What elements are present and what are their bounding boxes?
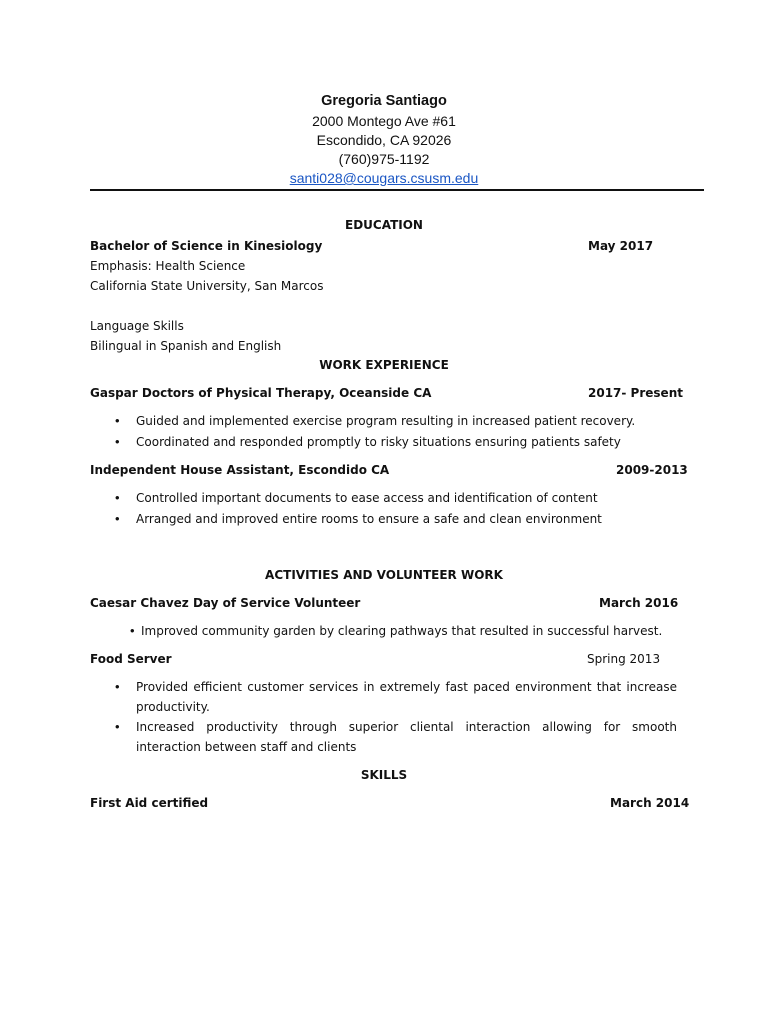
- education-heading: EDUCATION: [345, 218, 423, 232]
- job-dates: 2009-2013: [616, 463, 688, 477]
- degree-date: May 2017: [588, 239, 654, 253]
- job-bullet: Controlled important documents to ease access and identification of content: [136, 491, 598, 505]
- header-divider: [90, 189, 704, 191]
- email-link[interactable]: santi028@cougars.csusm.edu: [289, 170, 479, 186]
- activity-bullet: Provided efficient customer services in extremely fast paced environment that increase productivity.: [136, 680, 677, 714]
- job-employer: Independent House Assistant, Escondido CA: [90, 463, 390, 477]
- bullet-icon: •: [115, 679, 120, 694]
- job-bullet: Coordinated and responded promptly to risky situations ensuring patients safety: [136, 435, 621, 449]
- bullet-icon: •: [115, 413, 120, 428]
- work-experience-heading: WORK EXPERIENCE: [319, 358, 449, 372]
- activities-heading: ACTIVITIES AND VOLUNTEER WORK: [265, 568, 503, 582]
- address-line-2: Escondido, CA 92026: [316, 132, 452, 148]
- skill-date: March 2014: [610, 796, 690, 810]
- school-name: California State University, San Marcos: [90, 279, 324, 293]
- language-skills-detail: Bilingual in Spanish and English: [90, 339, 282, 353]
- language-skills-heading: Language Skills: [90, 319, 184, 333]
- job-employer: Gaspar Doctors of Physical Therapy, Oceanside CA: [90, 386, 432, 400]
- bullet-icon: •: [115, 434, 120, 449]
- activity-dates: Spring 2013: [587, 652, 661, 666]
- job-bullet: Arranged and improved entire rooms to ensure a safe and clean environment: [136, 512, 602, 526]
- job-dates: 2017- Present: [588, 386, 683, 400]
- activity-bullet: Improved community garden by clearing pathways that resulted in successful harvest.: [141, 624, 663, 638]
- activity-bullet: Increased productivity through superior cliental interaction allowing for smooth interaction between staff and clients: [136, 720, 677, 754]
- bullet-icon: •: [115, 490, 120, 505]
- job-bullet: Guided and implemented exercise program resulting in increased patient recovery.: [136, 414, 636, 428]
- skills-heading: SKILLS: [360, 768, 408, 782]
- activity-role: Caesar Chavez Day of Service Volunteer: [90, 596, 361, 610]
- candidate-name: Gregoria Santiago: [321, 93, 447, 109]
- activity-role: Food Server: [90, 652, 172, 666]
- email-line: [0, 169, 768, 187]
- phone-number: (760)975-1192: [338, 151, 430, 167]
- degree-title: Bachelor of Science in Kinesiology: [90, 239, 323, 253]
- bullet-icon: •: [130, 623, 135, 638]
- address-line-1: 2000 Montego Ave #61: [312, 113, 456, 129]
- skill-item: First Aid certified: [90, 796, 209, 810]
- degree-emphasis: Emphasis: Health Science: [90, 259, 246, 273]
- bullet-icon: •: [115, 719, 120, 734]
- activity-dates: March 2016: [599, 596, 679, 610]
- bullet-icon: •: [115, 511, 120, 526]
